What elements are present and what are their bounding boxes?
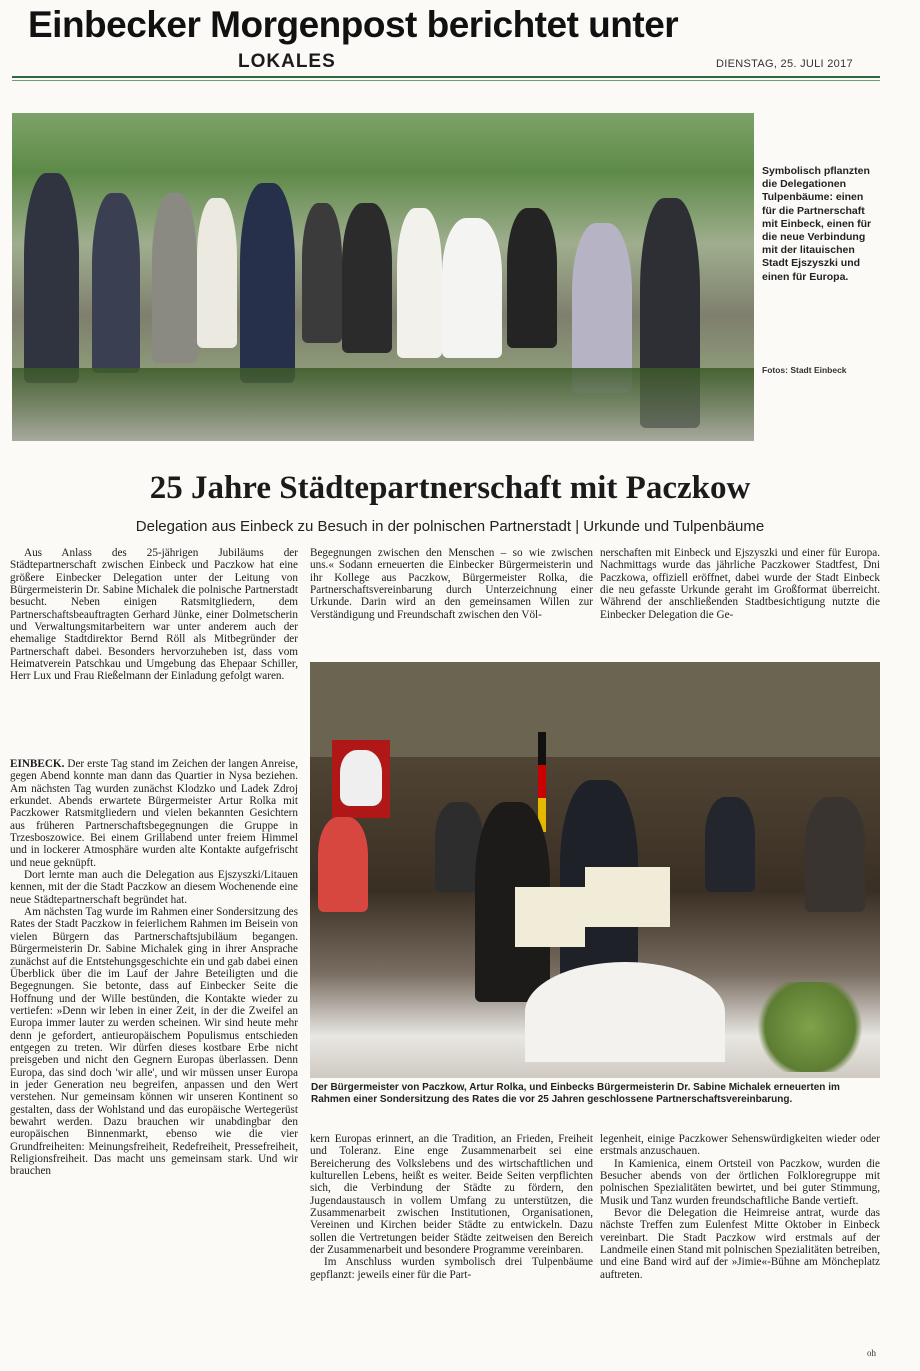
section-label: LOKALES — [238, 51, 336, 72]
column-2-top — [310, 547, 593, 621]
article-headline: 25 Jahre Städtepartnerschaft mit Paczkow — [149, 470, 751, 506]
column-1-intro — [10, 547, 298, 683]
intro-paragraph: Aus Anlass des 25-jährigen Jubiläums der Städtepartnerschaft zwischen Einbeck und Paczkow hat eine größere Einbecker Delegation unter der Leitung von Bürgermeisterin Dr. Sabine Michalek die polnische Partnerstadt besucht. Neben einigen Ratsmitgliedern, dem Partnerschaftsbeauftragten Gerhard Jünke, einer Dolmetscherin und Verwaltungsmitarbeitern war unter anderem auch der ehemalige Stadtdirektor Bernd Röll als Mitbegründer der Partnerschaft dabei. Besonders hervorzuheben ist, dass vom Heimatverein Patschkau und Umgebung das Ehepaar Schiller, Herr Lux und Frau Rießelmann der Einladung gefolgt waren. — [10, 547, 298, 683]
col3-top-text: nerschaften mit Einbeck und Ejszyszki und einer für Europa. Nachmittags wurde das jährliche Paczkower Stadtfest, Dni Paczkowa, offiziell eröffnet, dabei wurde der Stadt Einbeck die neu gefasste Urkunde geraht im Großformat überreicht. Während der anschließenden Stadtbesichtigung nutzte die Einbecker Delegation die Ge- — [600, 547, 880, 621]
column-3-bottom — [600, 1133, 880, 1281]
column-3-top — [600, 547, 880, 621]
group-photo — [12, 113, 754, 441]
issue-date: DIENSTAG, 25. JULI 2017 — [716, 58, 853, 70]
col1-paragraph-2: Dort lernte man auch die Delegation aus Ejszyszki/Litauen kennen, mit der die Stadt Paczkow an diesem Wochenende eine neue Städtepartnerschaft begründet hat. — [10, 869, 298, 906]
column-1-main — [10, 758, 298, 1178]
newspaper-banner: Einbecker Morgenpost berichtet unter — [28, 4, 679, 45]
article-subhead: Delegation aus Einbeck zu Besuch in der polnischen Partnerstadt | Urkunde und Tulpenbäume — [135, 518, 765, 535]
col1-paragraph-1: Der erste Tag stand im Zeichen der langen Anreise, gegen Abend konnte man dann das Quartier in Nysa beziehen. Am nächsten Tag wurden zunächst Klodzko und Ladek Zdroj erkundet. Abends erwartete Bürgermeister Artur Rolka mit Paczkower Ratsmitgliedern und vielen bekannten Gesichtern aus früheren Partnerschaftsbegegnungen die Gruppe in Trzesboszowice. Bei einem Grillabend unter freiem Himmel und in lockerer Atmosphäre wurden alte Kontakte aufgefrischt und neue geknüpft. — [10, 758, 299, 869]
council-photo — [310, 662, 880, 1078]
author-signature: oh — [867, 1348, 876, 1358]
top-rule — [12, 76, 880, 78]
col2-bottom-paragraph-1: kern Europas erinnert, an die Tradition, an Frieden, Freiheit und Toleranz. Eine enge Zusammenarbeit sei eine Bereicherung des Volkslebens und des wirtschaftlichen und kulturellen Lebens, heißt es weiter. Beide Seiten verpflichten sich, die Verbindung der Städte zu fördern, den Jugendaustausch in vollem Umfang zu unterstützen, die Zusammenarbeit zwischen Institutionen, Organisationen, Vereinen und Kirchen beider Städte zu entwickeln. Dazu sollen die Vertretungen beider Städte zeitweisen den Bereich der Zusammenarbeit und besondere Programme vereinbaren. — [310, 1133, 593, 1257]
col2-bottom-paragraph-2: Im Anschluss wurden symbolisch drei Tulpenbäume gepflanzt: jeweils einer für die Part- — [310, 1256, 593, 1281]
col3-bottom-paragraph-1: legenheit, einige Paczkower Sehenswürdigkeiten wieder oder erstmals anzuschauen. — [600, 1133, 880, 1158]
top-photo-caption: Symbolisch pflanzten die Delegationen Tulpenbäume: einen für die Partnerschaft mit Einbeck, einen für die neue Verbindung mit der litauischen Stadt Ejszyszki und einen für Europa. — [762, 165, 872, 283]
council-photo-caption: Der Bürgermeister von Paczkow, Artur Rolka, und Einbecks Bürgermeisterin Dr. Sabine Michalek erneuerten im Rahmen einer Sondersitzung des Rates die vor 25 Jahren geschlossene Partnerschaftsvereinbarung. — [311, 1082, 840, 1106]
photo-credit: Fotos: Stadt Einbeck — [762, 365, 847, 375]
dateline: EINBECK. — [10, 758, 65, 770]
column-2-bottom — [310, 1133, 593, 1281]
col3-bottom-paragraph-2: In Kamienica, einem Ortsteil von Paczkow, wurden die Besucher abends von der örtlichen Folkloregruppe mit polnischen Spezialitäten bewirtet, und bei guter Stimmung, Musik und Tanz wurden freundschaftliche Bande vertieft. — [600, 1157, 880, 1207]
top-rule-thin — [12, 80, 880, 81]
col3-bottom-paragraph-3: Bevor die Delegation die Heimreise antrat, wurde das nächste Treffen zum Eulenfest Mitte Oktober in Einbeck vereinbart. Die Stadt Paczkow wird erstmals auf der Landmeile einen Stand mit polnischen Spezialitäten betreiben, und eine Band wird auf der »Jimie«-Bühne am Möncheplatz auftreten. — [600, 1207, 880, 1281]
col1-paragraph-3: Am nächsten Tag wurde im Rahmen einer Sondersitzung des Rates der Stadt Paczkow in feierlichem Rahmen im Beisein von vielen Bürgern das Partnerschaftsjubiläum begangen. Bürgermeisterin Dr. Sabine Michalek ging in ihrer Ansprache zunächst auf die Entstehungsgeschichte ein und gab dabei einen Überblick über die im Lauf der Jahre Beteiligten und die Begegnungen. Sie betonte, dass auf Einbecker Seite die Hoffnung und der Wille bestünden, die Kontakte wieder zu vertiefen: »Denn wir leben in einer Zeit, in der die Zweifel an Europa immer lauter zu werden scheinen. Wir sind heute mehr denn je gefordert, antieuropäischem Populismus entschieden entgegen zu treten. Wir dürfen dieses kostbare Erbe nicht preisgeben und nicht den Gegnern Europas überlassen. Denn Europa, das sind doch 'wir alle', und wir müssen unser Europa in jeder Generation neu begreifen, anpassen und den Wert verstehen. Nur gemeinsam können wir unseren Kontinent so gestalten, dass der Wohlstand und das europäische Wertegerüst bewahrt werden. Dazu brauchen wir unabdingbar den europäischen Binnenmarkt, ebenso wie die vier Grundfreiheiten: Meinungsfreiheit, Redefreiheit, Pressefreiheit, Religionsfreiheit. Das macht uns gemeinsam stark. Und wir brauchen — [10, 906, 298, 1178]
col2-top-text: Begegnungen zwischen den Menschen – so wie zwischen uns.« Sodann erneuerten die Einbecker Bürgermeisterin und ihr Kollege aus Paczkow, Bürgermeister Rolka, die Partnerschaftsvereinbarung durch Unterzeichnung einer Urkunde. Darin wird an den gemeinsamen Willen zur Verständigung und Freundschaft zwischen den Völ- — [310, 547, 593, 621]
